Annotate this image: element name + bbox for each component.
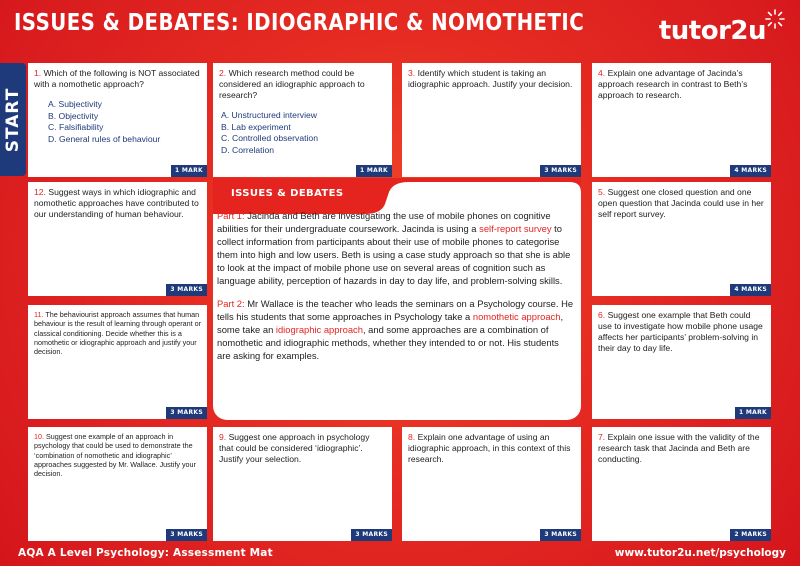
question-card-11 [28,305,207,419]
question-text: Explain one issue with the validity of the research task that Jacinda and Beth are conducting. [598,432,760,464]
question-text: Which research method could be considered an idiographic approach to research? [219,68,365,100]
question-card-3 [402,63,581,177]
question-text: Explain one advantage of Jacinda’s approach research in contrast to Beth’s approach to research. [598,68,748,100]
option-b: B. Objectivity [48,110,99,121]
start-tab [0,63,26,176]
part1-label: Part 1: [217,210,245,221]
scenario-part-1 [217,210,575,288]
card-number: 4. [598,68,606,78]
marks-badge: 1 MARK [735,407,771,419]
card-number: 10. [34,432,44,441]
tutor2u-logo: tutor2u [658,16,766,46]
part1-text-a: Jacinda and Beth are investigating the use of mobile phones on cognitive abilities for their undergraduate coursework. Jacinda is using a [217,210,551,234]
footer-title: AQA A Level Psychology: Assessment Mat [18,547,273,559]
option-a: A. Unstructured interview [221,110,317,120]
card-number: 1. [34,68,42,78]
start-label: START [3,87,23,152]
question-text: Explain one advantage of using an idiographic approach, in this context of this research. [408,432,571,464]
card-number: 2. [219,68,227,78]
question-card-10 [28,427,207,541]
question-card-9 [213,427,392,541]
question-card-5 [592,182,771,296]
marks-badge: 3 MARKS [351,529,392,541]
scenario-heading: ISSUES & DEBATES [231,188,344,199]
option-c: C. Controlled observation [221,133,318,144]
question-text: Suggest one closed question and one open question that Jacinda could use in her self report survey. [598,187,764,219]
marks-badge: 3 MARKS [166,529,207,541]
question-text: Suggest one example of an approach in psychology that could be used to demonstrate the ‘combination of nomothetic and idiographic’ approaches suggested by Mr. Wallace. Justify your decision. [34,432,196,479]
part2-text-a: Mr Wallace is the teacher who leads the seminars on a Psychology course. He tells his students that some approaches in Psychology take a [217,297,574,322]
part2-text-c: , and some approaches are a combination of nomothetic and idiographic methods, whether they intended to or not. His students are asking for examples. [217,323,559,361]
marks-badge: 1 MARK [171,165,207,177]
question-text: Suggest ways in which idiographic and nomothetic approaches have contributed to our understanding of human behaviour. [34,187,199,219]
marks-badge: 3 MARKS [166,284,207,296]
card-number: 9. [219,432,227,442]
logo-burst-icon [764,8,786,30]
card-number: 8. [408,432,416,442]
footer-url: www.tutor2u.net/psychology [614,547,786,559]
idiographic-approach-link: idiographic approach [275,323,363,335]
question-text: Which of the following is NOT associated with a nomothetic approach? [34,68,200,89]
nomothetic-approach-link: nomothetic approach [472,310,561,322]
part2-label: Part 2: [217,297,245,309]
marks-badge: 3 MARKS [540,165,581,177]
option-d: D. General rules of behaviour [48,134,161,145]
question-text: Suggest one approach in psychology that could be considered ‘idiographic’. Justify your selection. [219,432,370,464]
options-list [48,99,201,146]
option-b: B. Lab experiment [221,121,291,132]
scenario-part-2 [217,298,575,363]
page-title: ISSUES & DEBATES: IDIOGRAPHIC & NOMOTHETIC [14,10,585,36]
option-c: C. Falsifiability [48,122,104,133]
card-number: 7. [598,432,606,442]
card-number: 11. [34,310,44,319]
marks-badge: 4 MARKS [730,165,771,177]
question-text: Suggest one example that Beth could use to investigate how mobile phone usage affects her participants’ problem-solving in their day to day life. [598,310,763,353]
marks-badge: 3 MARKS [540,529,581,541]
question-card-2 [213,63,392,177]
card-number: 5. [598,187,606,197]
marks-badge: 3 MARKS [166,407,207,419]
question-card-4 [592,63,771,177]
question-card-8 [402,427,581,541]
card-number: 3. [408,68,416,78]
option-d: D. Correlation [221,145,275,156]
options-list [221,110,386,157]
part2-text-b: , some take an [217,310,564,335]
people-discussion-icon [507,180,569,210]
marks-badge: 2 MARKS [730,529,771,541]
card-number: 12. [34,187,46,197]
part1-text-b: to collect information from participants about their use of mobile phones to categorise them into high and low users. Beth is using a case study approach so that she is able to look at the impact of mobile phone use on several areas of cognition such as language ability, perception of hazards in day to day life, and problem-solving skills. [217,222,571,286]
card-number: 6. [598,310,606,320]
marks-badge: 1 MARK [356,165,392,177]
question-text: Identify which student is taking an idiographic approach. Justify your decision. [408,68,573,89]
question-card-6 [592,305,771,419]
question-card-12 [28,182,207,296]
option-a: A. Subjectivity [48,99,102,109]
self-report-survey-link: self-report survey [479,222,552,234]
question-text: The behaviourist approach assumes that human behaviour is the result of learning through operant or classical conditioning. Decide whether this is a nomothetic or idiographic approach and justify your decision. [34,310,202,357]
scenario-body [217,210,575,373]
question-card-1 [28,63,207,177]
question-card-7 [592,427,771,541]
marks-badge: 4 MARKS [730,284,771,296]
